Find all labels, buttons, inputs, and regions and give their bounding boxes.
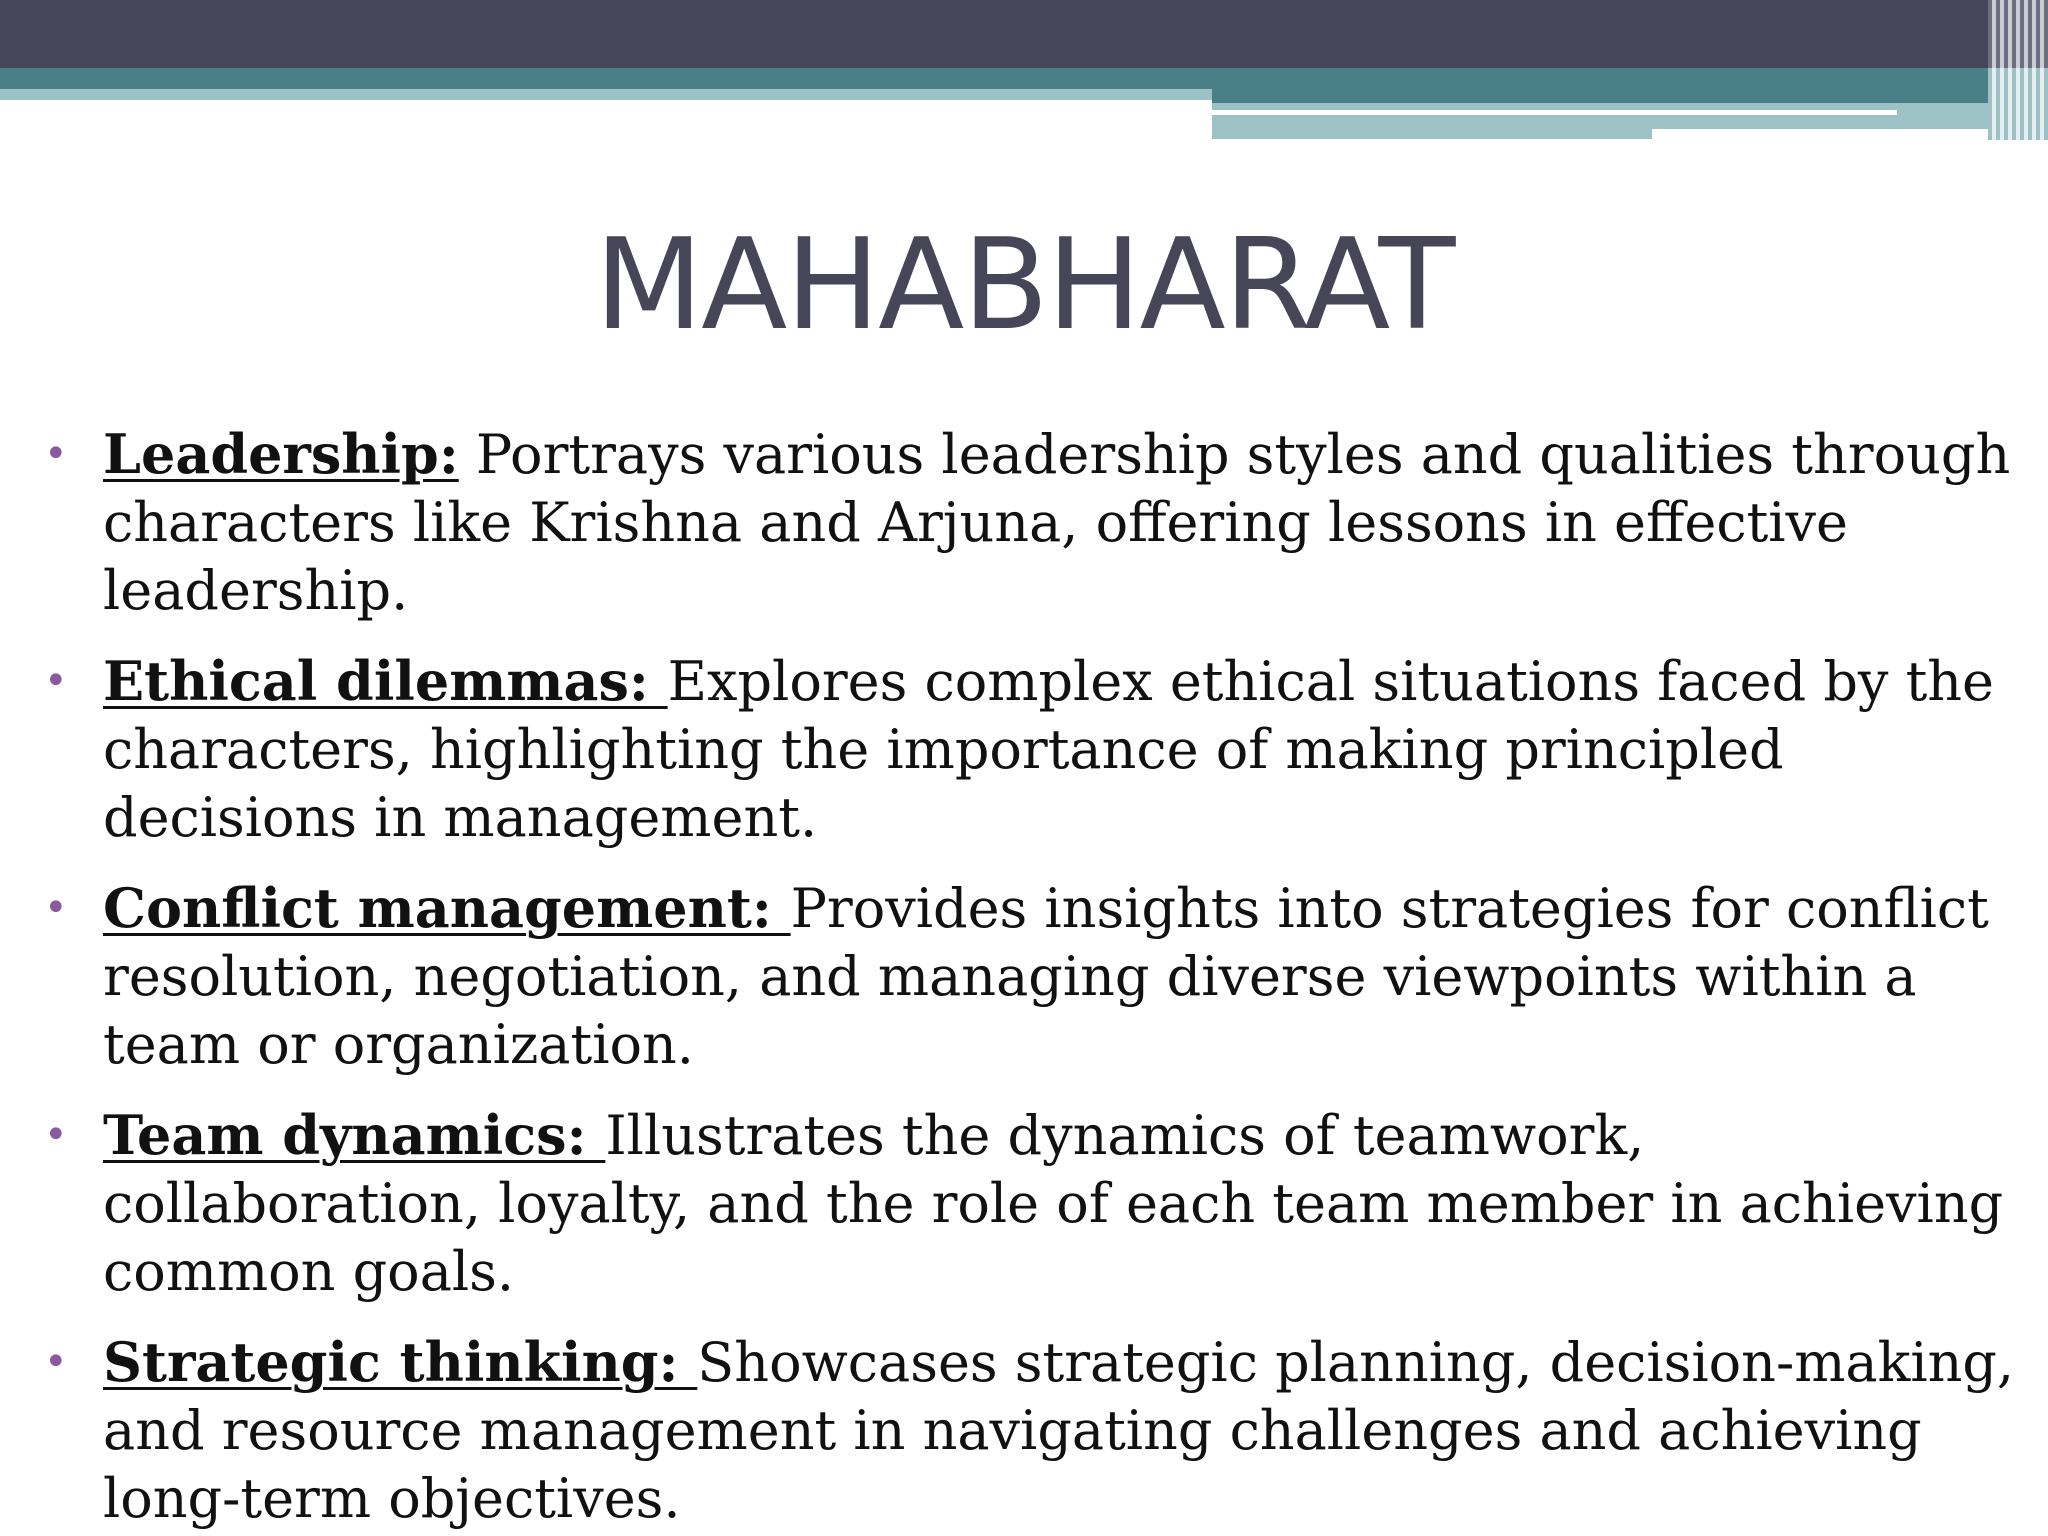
bullet-dot-icon: •	[44, 431, 68, 477]
bullet-text: Illustrates the dynamics of teamwork, collaboration, loyalty, and the role of each team member in achieving common goals.	[103, 1104, 2004, 1303]
bullet-item-ethical-dilemmas	[0, 647, 2048, 852]
bullet-term: Ethical dilemmas:	[103, 649, 668, 713]
bullet-text: Provides insights into strategies for conflict resolution, negotiation, and managing diverse viewpoints within a team or organization.	[103, 877, 1989, 1076]
bullet-text: Showcases strategic planning, decision-making, and resource management in navigating challenges and achieving long-term objectives.	[103, 1331, 2015, 1530]
bullet-term: Leadership:	[103, 422, 459, 486]
bullet-term: Team dynamics:	[103, 1103, 606, 1167]
header-band-white-line	[1212, 110, 1897, 115]
header-band-light-right	[1212, 103, 2048, 129]
bullet-dot-icon: •	[44, 885, 68, 931]
header-band-light-left	[0, 89, 1212, 100]
bullet-item-team-dynamics	[0, 1101, 2048, 1306]
bullet-dot-icon: •	[44, 1339, 68, 1385]
bullet-item-conflict-management	[0, 874, 2048, 1079]
bullet-term: Conflict management:	[103, 876, 791, 940]
header-band-teal	[0, 68, 2048, 89]
bullet-text: Portrays various leadership styles and qualities through characters like Krishna and Arjuna, offering lessons in effective leadership.	[103, 423, 2011, 622]
bullet-dot-icon: •	[44, 658, 68, 704]
bullet-dot-icon: •	[44, 1112, 68, 1158]
slide-title: MAHABHARAT	[594, 211, 1454, 358]
bullet-list	[0, 420, 2048, 1536]
header-band-teal-right	[1212, 89, 2048, 103]
header-band-dark	[0, 0, 2048, 68]
bullet-text: Explores complex ethical situations faced by the characters, highlighting the importance of making principled decisions in management.	[103, 650, 1995, 849]
header-band-step	[1212, 129, 1652, 139]
bullet-term: Strategic thinking:	[103, 1330, 698, 1394]
bullet-item-leadership	[0, 420, 2048, 625]
bullet-item-strategic-thinking	[0, 1328, 2048, 1533]
header-stripes-decoration-lower	[1988, 68, 2048, 140]
